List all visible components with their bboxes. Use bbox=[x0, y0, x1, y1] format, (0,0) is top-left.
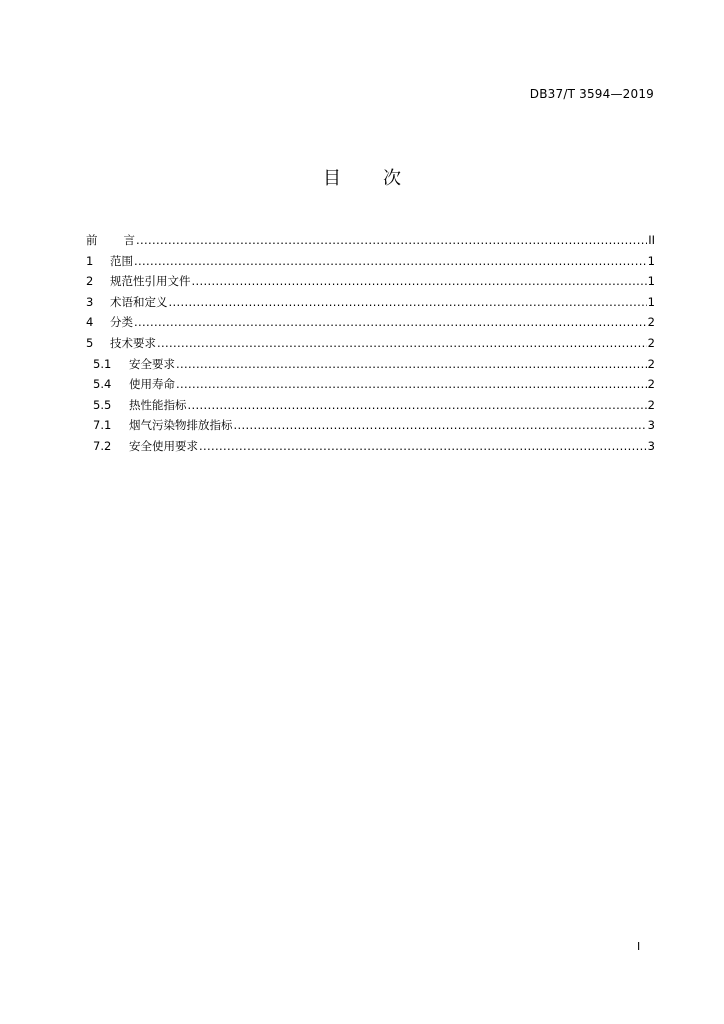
toc-entry-5[interactable] bbox=[86, 333, 655, 354]
toc-entry-page: 3 bbox=[647, 438, 655, 453]
toc-entry-page: 1 bbox=[647, 274, 655, 289]
toc-entry-1[interactable] bbox=[86, 251, 655, 272]
toc-entry-3[interactable] bbox=[86, 292, 655, 313]
toc-entry-label: 安全要求 bbox=[129, 356, 175, 371]
toc-entry-number: 3 bbox=[86, 294, 94, 309]
toc-entry-label: 术语和定义 bbox=[110, 294, 168, 309]
toc-entry-page: II bbox=[648, 233, 655, 247]
toc-entry-label: 规范性引用文件 bbox=[110, 274, 191, 289]
toc-entry-4[interactable] bbox=[86, 312, 655, 333]
toc-entry-page: 2 bbox=[647, 397, 655, 412]
toc-entry-label: 安全使用要求 bbox=[129, 438, 198, 453]
toc-entry-number: 5.5 bbox=[93, 397, 112, 412]
toc-heading-char-2: 次 bbox=[383, 168, 401, 189]
dot-leader bbox=[157, 333, 647, 354]
toc-entry-number: 7.2 bbox=[93, 438, 112, 453]
dot-leader bbox=[136, 230, 647, 251]
toc-entry-label: 烟气污染物排放指标 bbox=[129, 418, 233, 433]
toc-entry-2[interactable] bbox=[86, 271, 655, 292]
toc-heading-char-1: 目 bbox=[323, 168, 341, 189]
toc-entry-number: 5 bbox=[86, 335, 94, 350]
toc-entry-foreword[interactable] bbox=[86, 230, 655, 251]
table-of-contents bbox=[86, 230, 655, 457]
dot-leader bbox=[134, 251, 647, 272]
toc-entry-label: 分类 bbox=[110, 315, 133, 330]
toc-entry-page: 2 bbox=[647, 315, 655, 330]
toc-entry-page: 2 bbox=[647, 356, 655, 371]
toc-entry-label: 范围 bbox=[110, 253, 133, 268]
dot-leader bbox=[134, 312, 647, 333]
document-code: DB37/T 3594—2019 bbox=[529, 87, 654, 101]
toc-entry-page: 3 bbox=[647, 418, 655, 433]
toc-entry-page: 1 bbox=[647, 294, 655, 309]
toc-entry-number: 2 bbox=[86, 274, 94, 289]
toc-entry-label: 技术要求 bbox=[110, 335, 156, 350]
toc-entry-page: 1 bbox=[647, 253, 655, 268]
page-number: I bbox=[637, 940, 641, 953]
toc-entry-7-2[interactable] bbox=[86, 436, 655, 457]
dot-leader bbox=[188, 395, 647, 416]
toc-entry-number: 5.4 bbox=[93, 377, 112, 392]
toc-entry-5-5[interactable] bbox=[86, 395, 655, 416]
toc-entry-label: 使用寿命 bbox=[129, 377, 175, 392]
toc-entry-label: 前 言 bbox=[86, 233, 135, 247]
toc-entry-number: 7.1 bbox=[93, 418, 112, 433]
toc-entry-page: 2 bbox=[647, 335, 655, 350]
toc-entry-number: 5.1 bbox=[93, 356, 112, 371]
toc-entry-number: 1 bbox=[86, 253, 94, 268]
toc-entry-7-1[interactable] bbox=[86, 415, 655, 436]
toc-entry-page: 2 bbox=[647, 377, 655, 392]
toc-entry-5-1[interactable] bbox=[86, 354, 655, 375]
dot-leader bbox=[169, 292, 647, 313]
dot-leader bbox=[234, 415, 647, 436]
dot-leader bbox=[192, 271, 647, 292]
dot-leader bbox=[176, 374, 647, 395]
toc-heading bbox=[0, 164, 724, 190]
dot-leader bbox=[176, 354, 647, 375]
dot-leader bbox=[199, 436, 647, 457]
toc-entry-5-4[interactable] bbox=[86, 374, 655, 395]
toc-entry-number: 4 bbox=[86, 315, 94, 330]
toc-entry-label: 热性能指标 bbox=[129, 397, 187, 412]
